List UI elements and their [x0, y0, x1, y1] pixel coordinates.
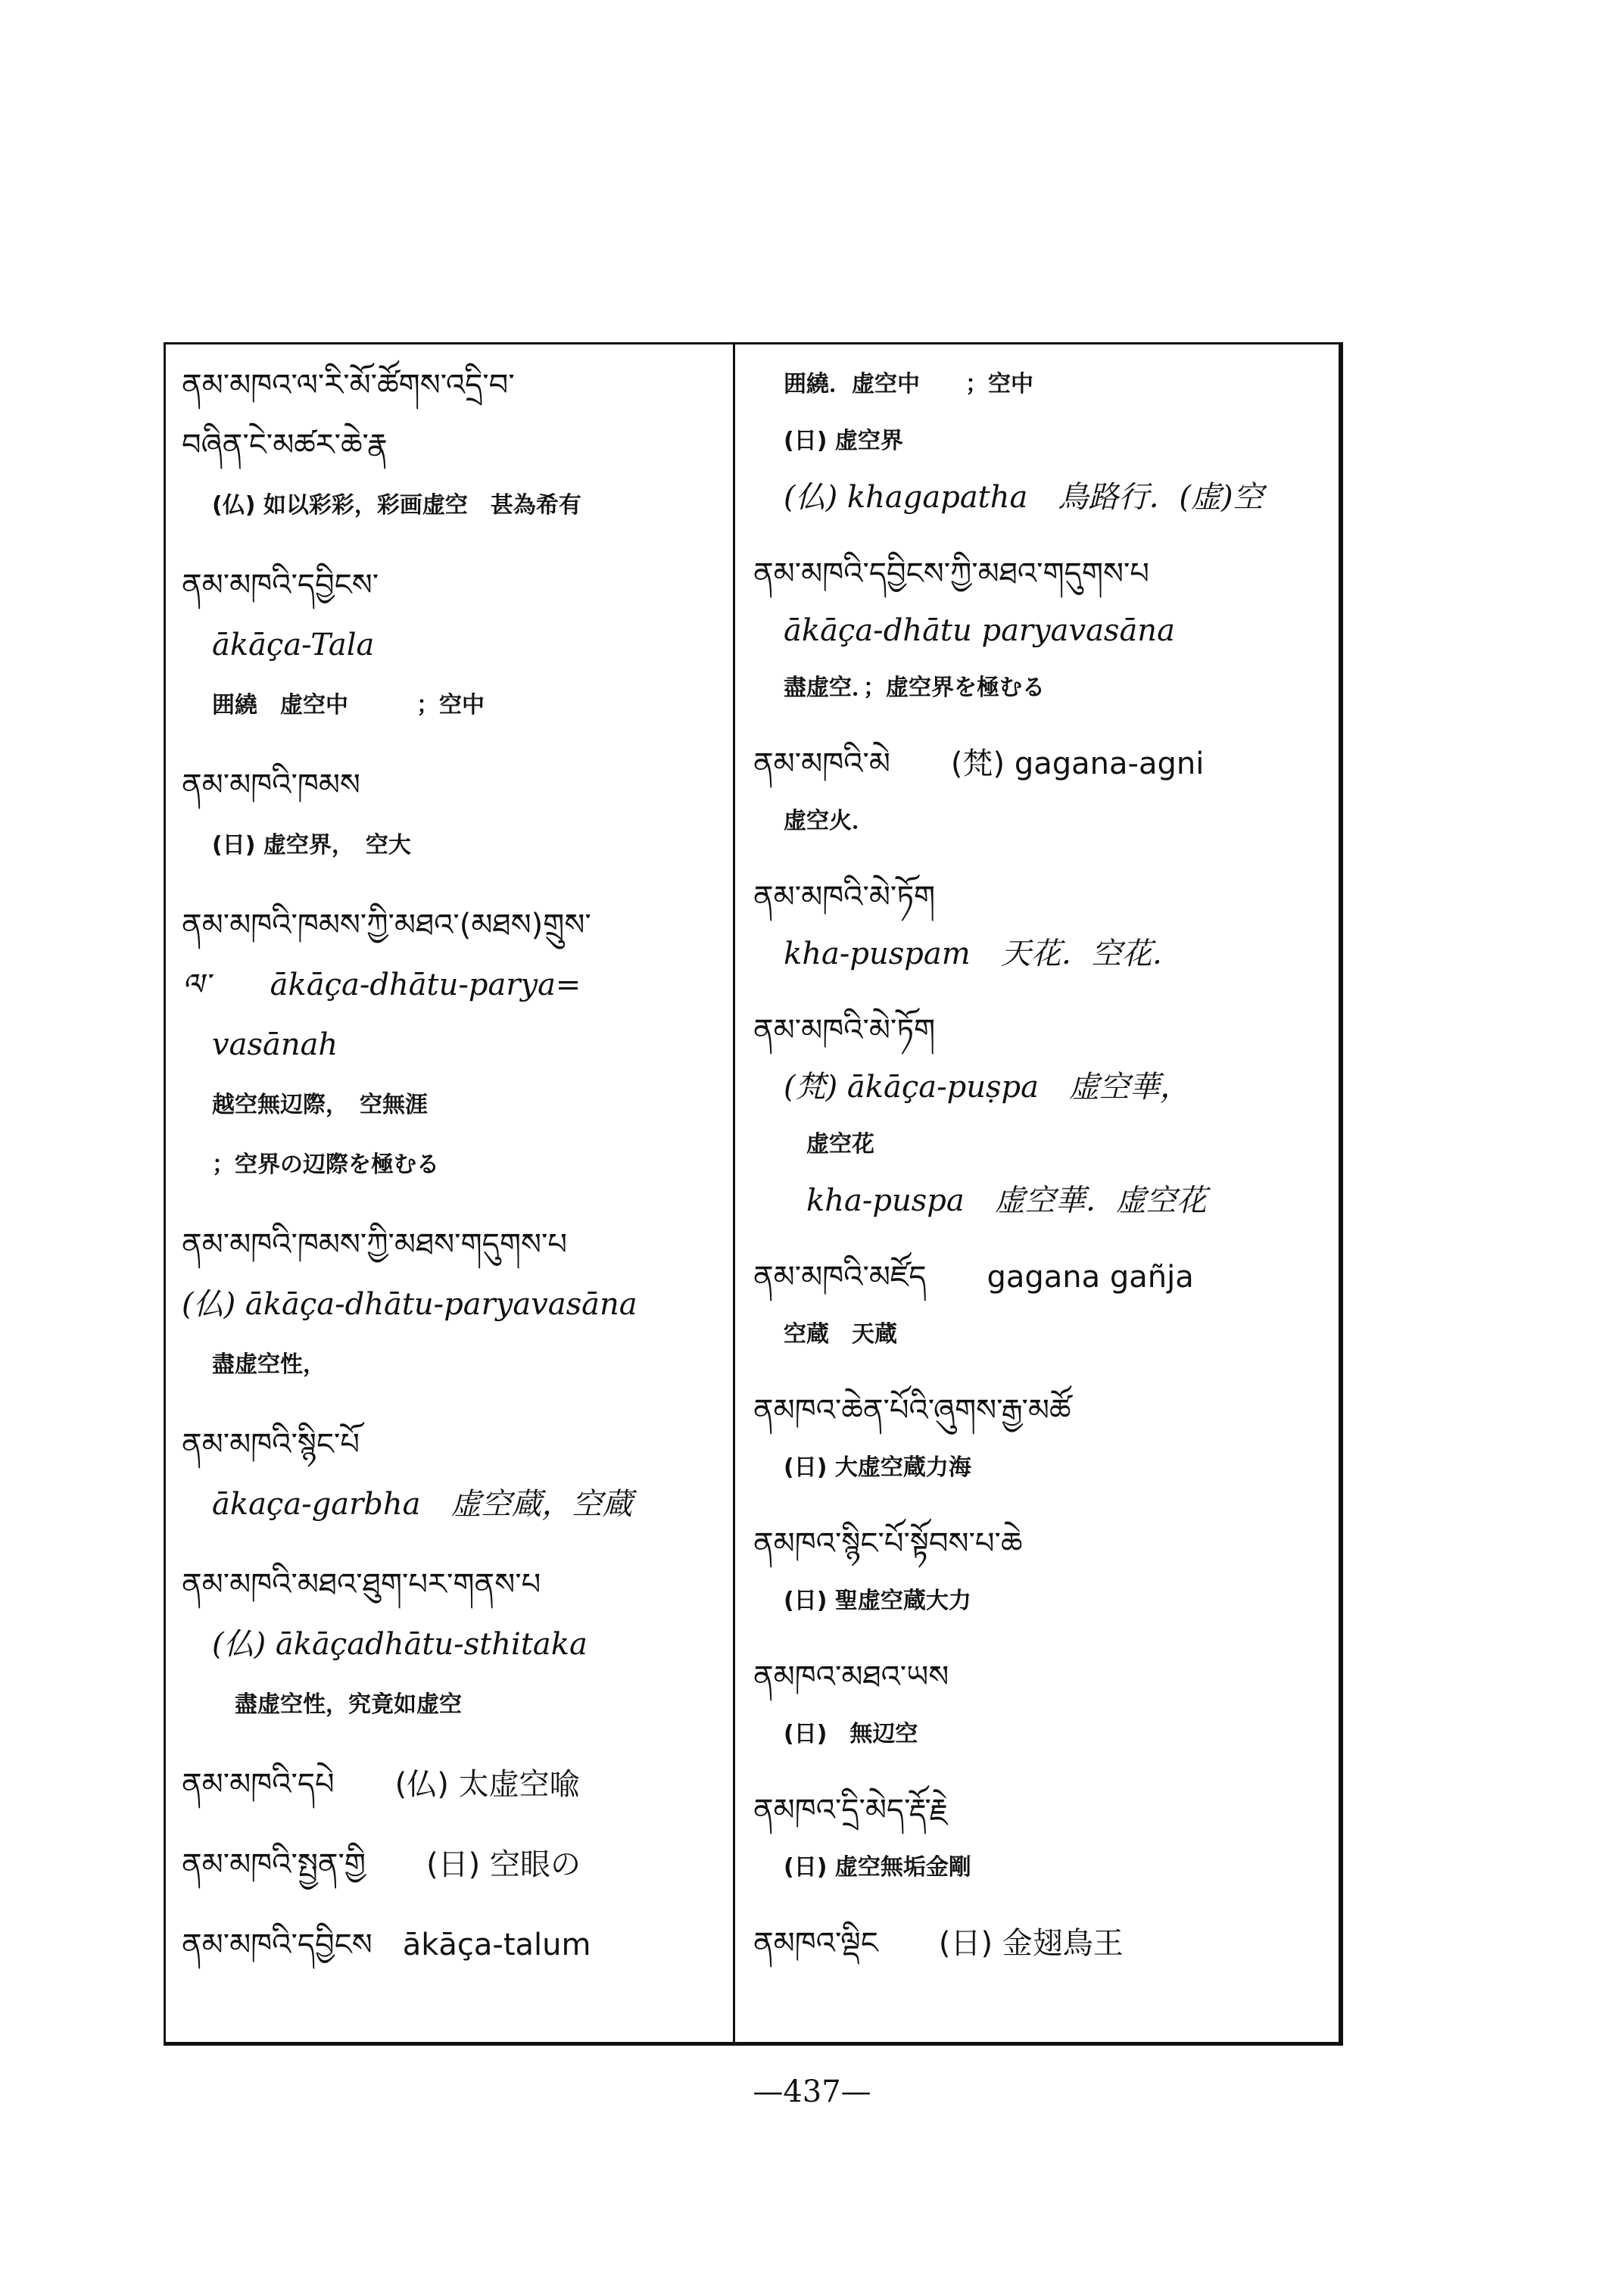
entry-line: 盡虚空性，究竟如虚空 [235, 1691, 462, 1718]
dictionary-entry [182, 556, 723, 735]
entry-line: 越空無辺際， 空無涯 [212, 1092, 428, 1118]
right-column [753, 356, 1333, 2037]
entry-line: ནམ་མཁའི་ཁམས་ཀྱི་མཐའ་(མཐས)གྲུས་ [182, 908, 591, 943]
dictionary-entry [753, 1382, 1333, 1496]
dictionary-entry [753, 1516, 1333, 1629]
entry-line: ནམཁའ་སྙིང་པོ་སྟོབས་པ་ཆེ [753, 1526, 1023, 1561]
entry-line: 囲繞 虚空中 ；空中 [212, 692, 485, 718]
entry-line: ནམཁའ་ཆེན་པོའི་ཞུགས་རྒྱ་མཚོ [753, 1393, 1071, 1428]
entry-line: (日) 大虚空蔵力海 [784, 1454, 971, 1481]
entry-line: (仏) khagapatha 鳥路行．(虚)空 [784, 480, 1264, 515]
dictionary-entry [753, 1782, 1333, 1896]
dictionary-entry [753, 1249, 1333, 1363]
entry-line: ākāça-Tala [212, 628, 375, 662]
dictionary-entry [753, 356, 1333, 526]
entry-line: བཞིན་ངེ་མཚར་ཆེ་རྣ [182, 428, 388, 463]
dictionary-entry [182, 1835, 723, 1895]
dictionary-entry [753, 1002, 1333, 1230]
entry-line: ནམ་མཁའ་ལ་རི་མོ་ཚོགས་འདྲི་བ་ [182, 368, 515, 403]
entry-line: (日) 虚空界， 空大 [212, 832, 411, 859]
dictionary-entry [182, 1555, 723, 1735]
entry-line: (日) 虚空界 [784, 428, 903, 454]
dictionary-entry [182, 1415, 723, 1535]
entry-line: ākaça-garbha 虚空蔵，空蔵 [212, 1487, 633, 1522]
entry-line: ནམ་མཁའི་ཁམས [182, 768, 360, 803]
entry-line: ；空界の辺際を極むる [212, 1152, 439, 1178]
entry-line: ནམ་མཁའི་དབྱིངས་ཀྱི་མཐའ་གདུགས་པ [753, 556, 1150, 591]
entry-line: ནམ་མཁའི་དབྱིངས་ [182, 568, 379, 603]
entry-line: 虚空火． [784, 808, 874, 834]
dictionary-entry [182, 1755, 723, 1815]
dictionary-entry [182, 756, 723, 875]
entry-line: (仏) ākāçadhātu-sthitaka [212, 1627, 588, 1662]
entry-line: ནམཁའ་ལྡིང (日) 金翅鳥王 [753, 1926, 1124, 1961]
column-divider [733, 342, 735, 2046]
page-number: —437— [753, 2074, 871, 2109]
entry-line: (梵) ākāça-puṣpa 虚空華， [784, 1070, 1190, 1105]
dictionary-entry [753, 869, 1333, 983]
entry-line: ནམཁའ་དྲི་མེད་རྡོ་རྗེ [753, 1793, 949, 1828]
left-column [182, 356, 723, 2037]
entry-line: kha-puspa 虚空華．虚空花 [806, 1183, 1207, 1218]
entry-line: (仏) 如以彩彩，彩画虚空 甚為希有 [212, 492, 581, 519]
entry-line: ནམ་མཁའི་དཔེ (仏) 太虚空喩 [182, 1767, 580, 1802]
entry-line: ནམ་མཁའི་མཐའ་ཐུག་པར་གནས་པ [182, 1567, 541, 1602]
entry-line: 盡虚空．；虚空界を極むる [784, 675, 1045, 701]
entry-line: (仏) ākāça-dhātu-paryavasāna [182, 1287, 637, 1322]
dictionary-entry [753, 1915, 1333, 1972]
entry-line: 空蔵 天蔵 [784, 1321, 897, 1348]
entry-line: ནམ་མཁའི་མེ་ཏོག [753, 880, 936, 915]
dictionary-entry [753, 736, 1333, 849]
entry-line: (日) 無辺空 [784, 1721, 918, 1747]
entry-line: vasānah [212, 1027, 338, 1062]
dictionary-entry [182, 896, 723, 1195]
entry-line: ནམ་མཁའི་ཁམས་ཀྱི་མཐས་གདུགས་པ [182, 1227, 568, 1262]
entry-line: ལ་ ākāça-dhātu-parya= [182, 968, 581, 1002]
entry-line: (日) 虚空無垢金剛 [784, 1854, 971, 1881]
entry-line: ནམཁའ་མཐའ་ཡས [753, 1660, 949, 1694]
entry-line: ནམ་མཁའི་མཛོད gagana gañja [753, 1260, 1194, 1295]
entry-line: ནམ་མཁའི་སྤྱན་གྱི (日) 空眼の [182, 1847, 581, 1882]
dictionary-entry [753, 1649, 1333, 1763]
dictionary-entry [753, 546, 1333, 716]
entry-line: kha-puspam 天花．空花． [784, 937, 1183, 971]
entry-line: ནམ་མཁའི་སྙིང་པོ [182, 1427, 360, 1462]
entry-line: (日) 聖虚空蔵大力 [784, 1588, 971, 1614]
entry-line: ākāça-dhātu paryavasāna [784, 613, 1175, 648]
dictionary-entry [182, 1915, 723, 1975]
dictionary-entry [182, 356, 723, 535]
entry-line: 盡虚空性， [212, 1351, 326, 1378]
dictionary-entry [182, 1215, 723, 1395]
entry-line: ནམ་མཁའི་དབྱིངས ākāça-talum [182, 1928, 591, 1962]
entry-line: ནམ་མཁའི་མེ་ཏོག [753, 1013, 936, 1048]
entry-line: 囲繞．虚空中 ；空中 [784, 371, 1033, 397]
entry-line: ནམ་མཁའི་མེ (梵) gagana-agni [753, 746, 1205, 781]
entry-line: 虚空花 [806, 1131, 874, 1158]
